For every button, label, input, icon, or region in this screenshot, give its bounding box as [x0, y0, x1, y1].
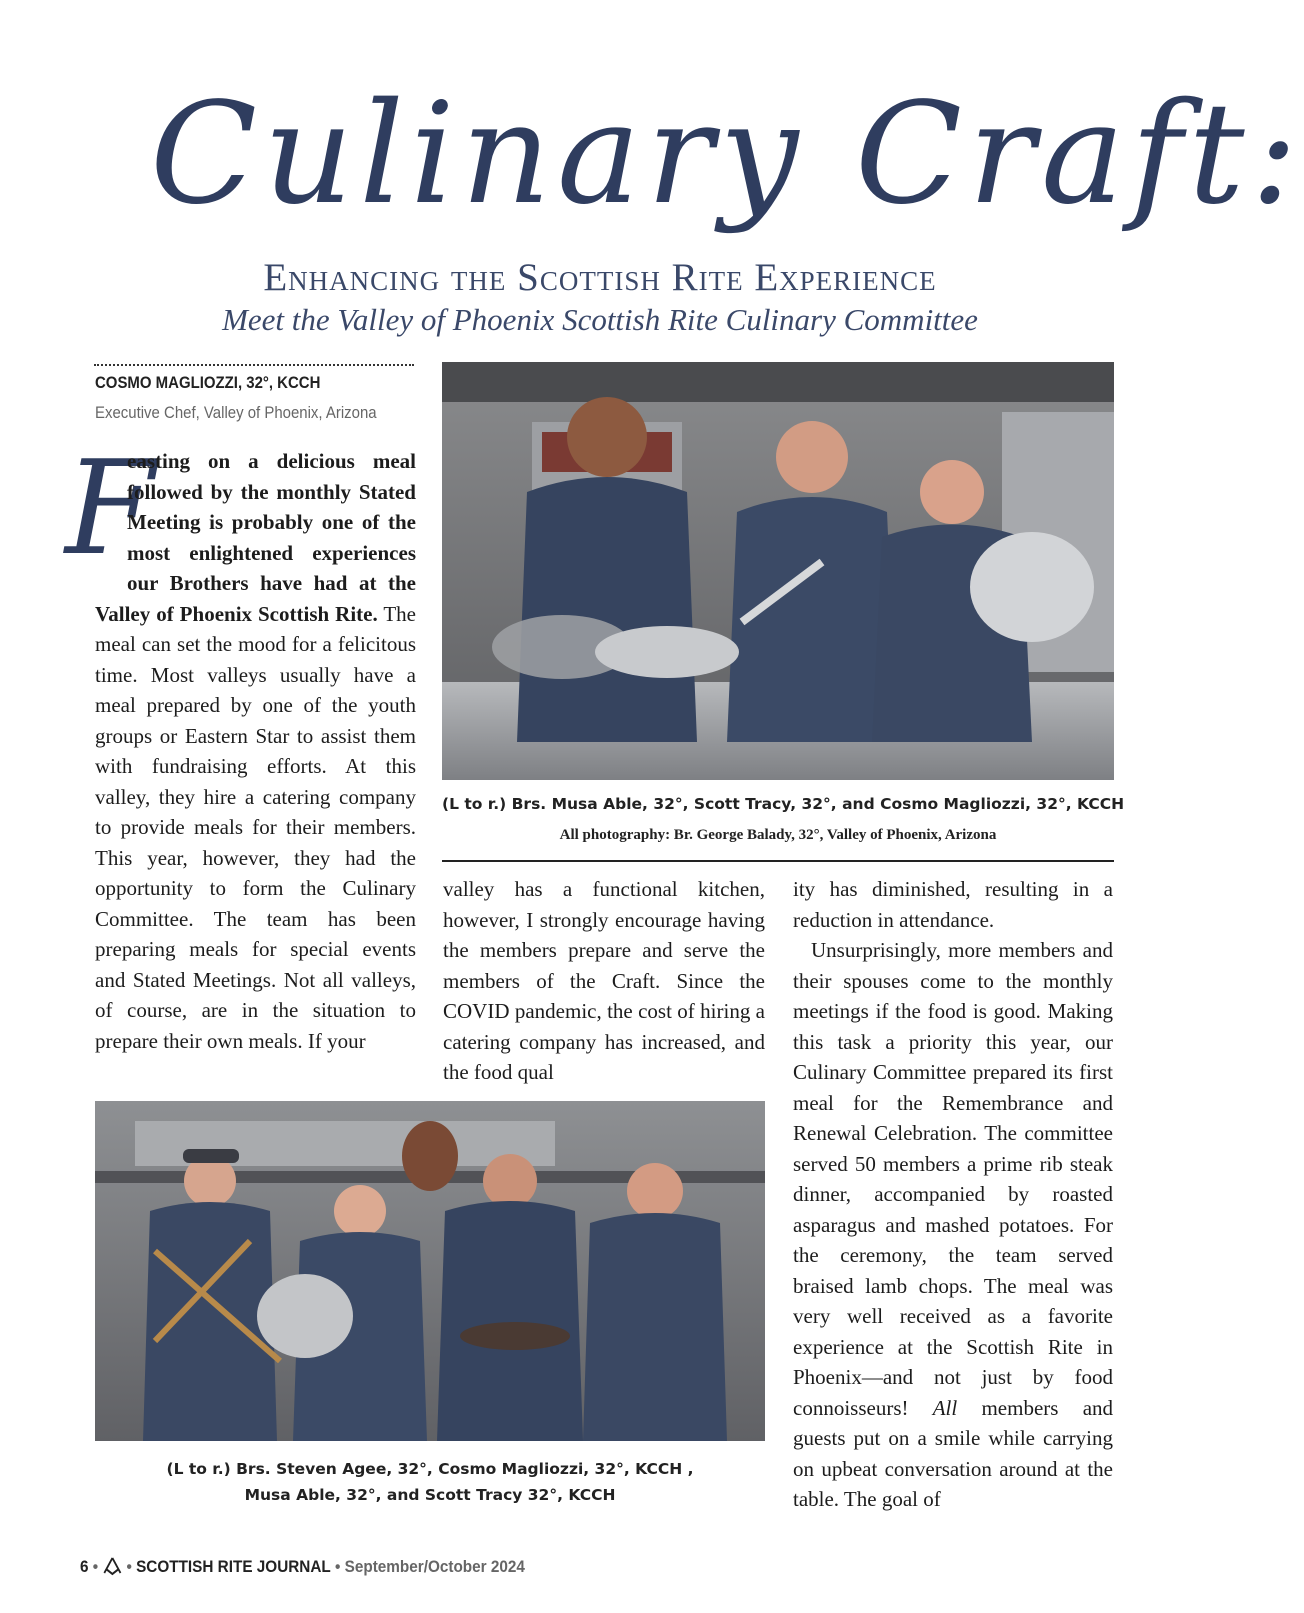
article-column-2	[443, 874, 765, 1084]
author-role: Executive Chef, Valley of Phoenix, Arizona	[95, 403, 377, 422]
article-column-1	[65, 432, 416, 1086]
lead-sentence: easting on a delicious meal followed by the monthly Stated Meeting is probably one of the most enlightened experiences our Brothers have had at the Valley of Phoenix Scottish Rite.	[95, 449, 416, 626]
paragraph-text: The meal can set the mood for a felicitous time. Most valleys usually have a meal prepared by one of the youth groups or Eastern Star to assist them with fundraising efforts. At this valley, they hire a catering company to provide meals for their members. This year, however, they had the opportunity to form the Culinary Committee. The team has been preparing meals for special events and Stated Meetings. Not all valleys, of course, are in the situation to prepare their own meals. If your	[95, 601, 416, 1053]
kitchen-photo-illustration	[95, 1101, 765, 1441]
paragraph-text: ity has diminished, resulting in a reduction in attendance.	[793, 877, 1113, 932]
page-footer	[80, 1557, 525, 1577]
photo-four-chefs	[95, 1101, 765, 1441]
article-tagline: Meet the Valley of Phoenix Scottish Rite Culinary Committee	[222, 302, 978, 337]
footer-separator: •	[92, 1557, 99, 1576]
footer-separator: •	[335, 1557, 341, 1576]
article-title: Culinary Craft:	[150, 73, 1304, 236]
article-paragraph-2	[793, 935, 1113, 1515]
article-column-3	[793, 874, 1113, 1514]
paragraph-text: Unsurprisingly, more members and their spouses come to the monthly meetings if the food is good. Making this task a priority this year, our Culinary Committee prepared its first meal for the Remembrance and Renewal Celebration. The committee served 50 members a prime rib steak dinner, accompanied by roasted asparagus and mashed potatoes. For the ceremony, the team served braised lamb chops. The meal was very well received as a favorite experience at the Scottish Rite in Phoenix—and not just by food connoisseurs!	[793, 938, 1113, 1420]
author-name: COSMO MAGLIOZZI, 32°, KCCH	[95, 373, 321, 392]
footer-separator: •	[126, 1557, 132, 1576]
photo-credit: All photography: Br. George Balady, 32°, Valley of Phoenix, Arizona	[559, 827, 997, 843]
journal-name: SCOTTISH RITE JOURNAL	[136, 1557, 331, 1576]
article-paragraph-1	[65, 432, 416, 1056]
photo-caption: (L to r.) Brs. Musa Able, 32°, Scott Tracy, 32°, and Cosmo Magliozzi, 32°, KCCH	[442, 795, 1125, 813]
caption-divider	[442, 860, 1114, 862]
photo-caption-line-2: Musa Able, 32°, and Scott Tracy 32°, KCCH	[244, 1486, 616, 1504]
kitchen-photo-illustration	[442, 362, 1114, 780]
square-compass-icon	[102, 1557, 122, 1576]
article-subtitle: Enhancing the Scottish Rite Experience	[263, 256, 937, 299]
byline-divider	[94, 364, 414, 366]
paragraph-text: members and guests put on a smile while carrying on upbeat conversation around at the table. The goal of	[793, 1395, 1114, 1511]
issue-date: September/October 2024	[344, 1557, 525, 1576]
emphasis-text: All	[932, 1395, 958, 1420]
photo-caption-line-1: (L to r.) Brs. Steven Agee, 32°, Cosmo Magliozzi, 32°, KCCH ,	[166, 1460, 694, 1478]
page-number: 6	[80, 1557, 89, 1576]
photo-three-chefs	[442, 362, 1114, 780]
drop-cap: F	[65, 432, 156, 584]
paragraph-text: valley has a functional kitchen, however, I strongly encourage having the members prepare and serve the members of the Craft. Since the COVID pandemic, the cost of hiring a catering company has increased, and the food qual	[443, 877, 765, 1084]
